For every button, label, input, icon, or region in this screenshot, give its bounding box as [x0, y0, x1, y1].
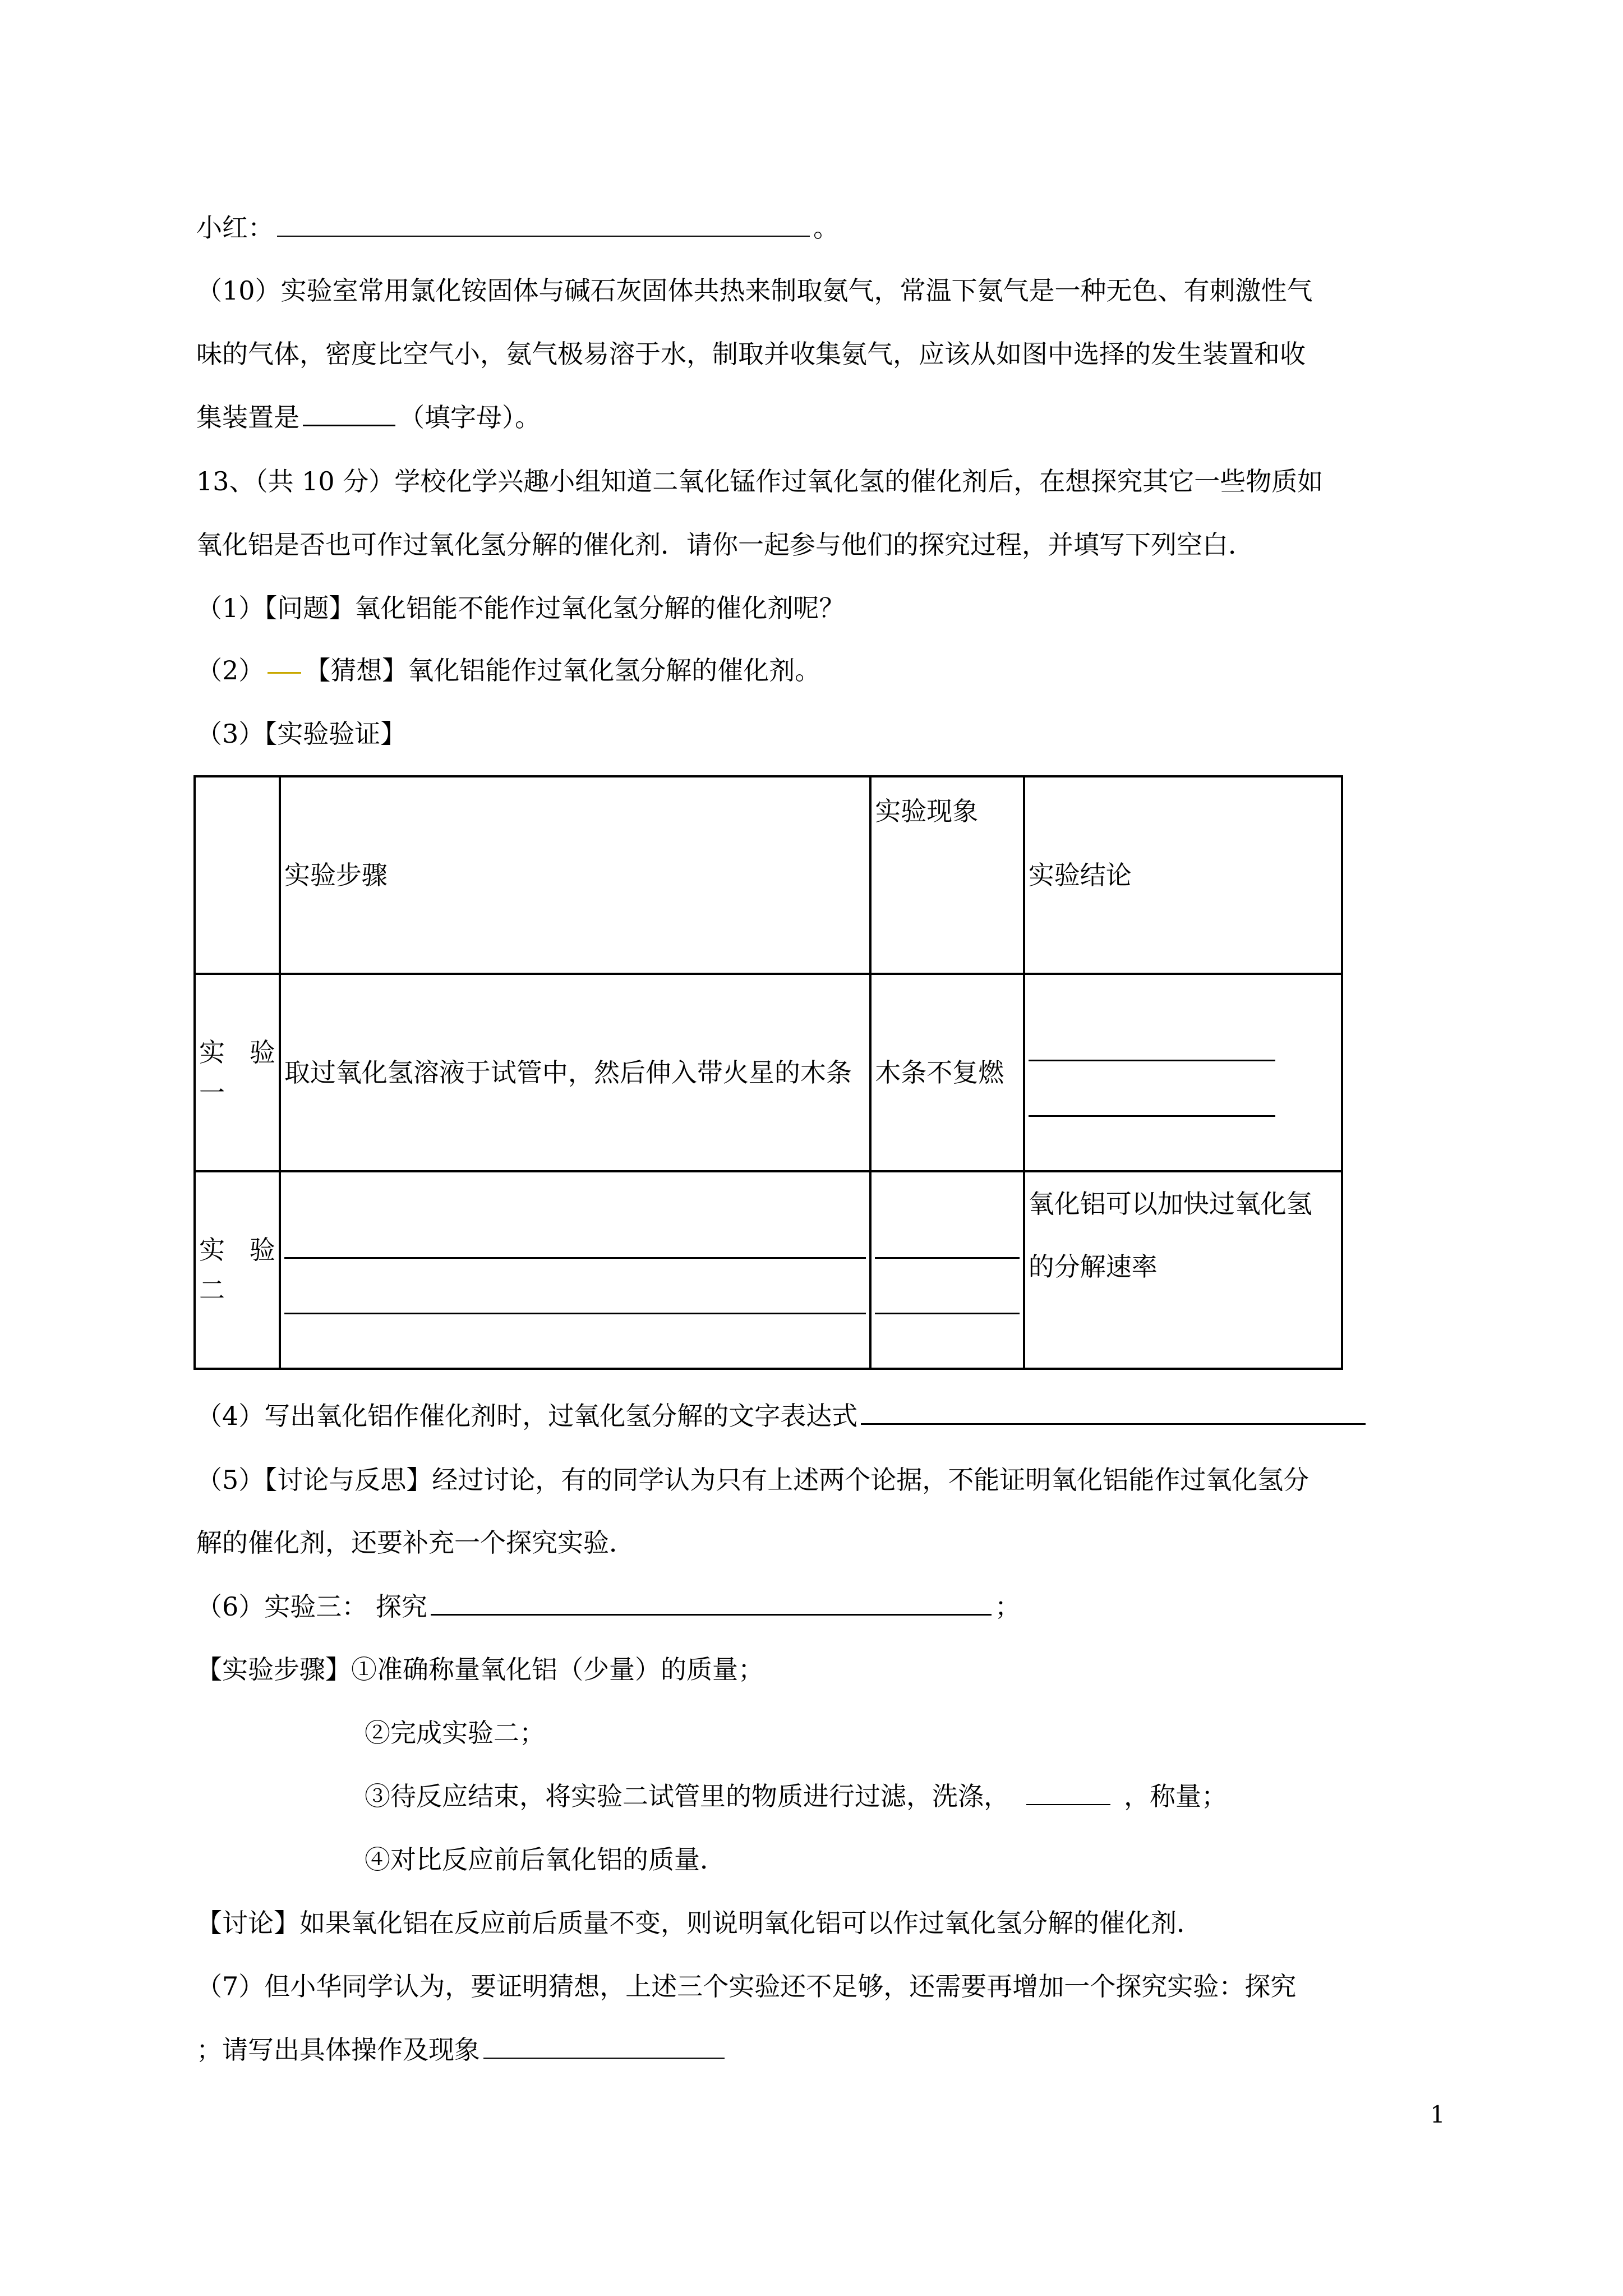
q13-step-6-suffix: ；: [994, 1591, 1021, 1622]
q13-line-1: 13、（共 10 分）学校化学兴趣小组知道二氧化锰作过氧化氢的催化剂后，在想探究其它一些物质如: [196, 466, 1324, 496]
row2-label-b: 验: [249, 1235, 275, 1265]
table-header-row: [195, 776, 1342, 974]
row2-conclusion: 氧化铝可以加快过氧化氢的分解速率: [1024, 1171, 1342, 1369]
q13-step-7-line-1: （7）但小华同学认为，要证明猜想，上述三个实验还不足够，还需要再增加一个探究实验：探究: [196, 1971, 1297, 2001]
xiaohong-end: 。: [813, 213, 839, 243]
q13-step-5-line-1: （5）【讨论与反思】经过讨论，有的同学认为只有上述两个论据，不能证明氧化铝能作过氧化氢分: [196, 1465, 1310, 1495]
experiment-steps-2: ②完成实验二；: [365, 1718, 545, 1748]
q13-step-4-text: （4）写出氧化铝作催化剂时，过氧化氢分解的文字表达式: [196, 1401, 858, 1431]
xiaohong-label: 小红：: [196, 213, 274, 243]
experiment-steps-3-suffix: ，称量；: [1124, 1781, 1227, 1811]
q13-step-6: [196, 1591, 1021, 1622]
header-steps: 实验步骤: [280, 776, 870, 974]
q13-step-4-blank[interactable]: [861, 1418, 1366, 1425]
row2-phenomenon-blank-2[interactable]: [875, 1281, 1019, 1314]
q13-step-3: （3）【实验验证】: [196, 719, 407, 749]
page-number: 1: [1430, 2101, 1445, 2128]
q13-step-6-blank[interactable]: [431, 1608, 992, 1616]
header-conclusion: 实验结论: [1024, 776, 1342, 974]
experiment-steps-3-blank[interactable]: [1026, 1798, 1110, 1805]
row2-label: [195, 1171, 280, 1369]
row1-label-a: 实: [199, 1037, 225, 1068]
q13-step-7-line-2-text: ；请写出具体操作及现象: [196, 2035, 480, 2065]
row2-label-a: 实: [199, 1235, 225, 1265]
q13-step-7-line-2: [196, 2034, 728, 2065]
row1-label-c: 一: [199, 1078, 225, 1108]
yellow-dash-mark: [268, 672, 301, 674]
header-phenomenon: 实验现象: [870, 776, 1023, 974]
row2-label-c: 二: [199, 1275, 225, 1305]
q13-step-4: [196, 1400, 1369, 1432]
row1-label-b: 验: [249, 1037, 275, 1068]
xiaohong-answer-blank[interactable]: [277, 230, 810, 237]
row1-conclusion-blank-1[interactable]: [1029, 1028, 1275, 1061]
q13-step-1: （1）【问题】氧化铝能不能作过氧化氢分解的催化剂呢？: [196, 593, 845, 623]
row1-conclusion-cell: [1024, 974, 1342, 1171]
xiaohong-line: [196, 212, 839, 243]
row1-label: [195, 974, 280, 1171]
row1-steps: 取过氧化氢溶液于试管中，然后伸入带火星的木条: [280, 974, 870, 1171]
experiment-steps-4: ④对比反应前后氧化铝的质量．: [365, 1844, 726, 1875]
row2-phenomenon-cell: [870, 1171, 1023, 1369]
q13-step-6-text: （6）实验三： 探究: [196, 1591, 427, 1622]
experiment-steps-3: [365, 1780, 1227, 1812]
q13-step-2: [196, 655, 820, 686]
table-row-experiment-1: [195, 974, 1342, 1171]
experiment-steps-3-text: ③待反应结束，将实验二试管里的物质进行过滤，洗涤，: [365, 1781, 1009, 1811]
q13-step-2-number: （2）: [196, 655, 265, 685]
row1-conclusion-blank-2[interactable]: [1029, 1084, 1275, 1117]
row2-phenomenon-blank-1[interactable]: [875, 1226, 1019, 1259]
q10-line-3-suffix: （填字母）。: [399, 402, 541, 432]
experiment-steps-1: 【实验步骤】①准确称量氧化铝（少量）的质量；: [196, 1654, 764, 1685]
experiment-table: [193, 775, 1343, 1370]
row2-steps-blank-1[interactable]: [284, 1226, 866, 1259]
discussion-line: 【讨论】如果氧化铝在反应前后质量不变，则说明氧化铝可以作过氧化氢分解的催化剂．: [196, 1908, 1202, 1938]
q10-line-2: 味的气体，密度比空气小，氨气极易溶于水，制取并收集氨气，应该从如图中选择的发生装置和收: [196, 339, 1306, 369]
q10-line-3-text: 集装置是: [196, 402, 299, 432]
table-row-experiment-2: [195, 1171, 1342, 1369]
row2-steps-blank-2[interactable]: [284, 1281, 866, 1314]
q10-line-3: [196, 402, 541, 433]
q10-line-1: （10）实验室常用氯化铵固体与碱石灰固体共热来制取氨气，常温下氨气是一种无色、有刺激性气: [196, 275, 1313, 306]
q13-step-2-text: 【猜想】氧化铝能作过氧化氢分解的催化剂。: [305, 655, 821, 685]
row1-phenomenon: 木条不复燃: [870, 974, 1023, 1171]
q10-answer-blank[interactable]: [303, 419, 395, 426]
q13-line-2: 氧化铝是否也可作过氧化氢分解的催化剂．请你一起参与他们的探究过程，并填写下列空白．: [196, 530, 1254, 560]
q13-step-7-blank[interactable]: [483, 2052, 725, 2059]
row2-steps-cell: [280, 1171, 870, 1369]
q13-step-5-line-2: 解的催化剂，还要补充一个探究实验．: [196, 1527, 635, 1558]
header-empty-cell: [195, 776, 280, 974]
